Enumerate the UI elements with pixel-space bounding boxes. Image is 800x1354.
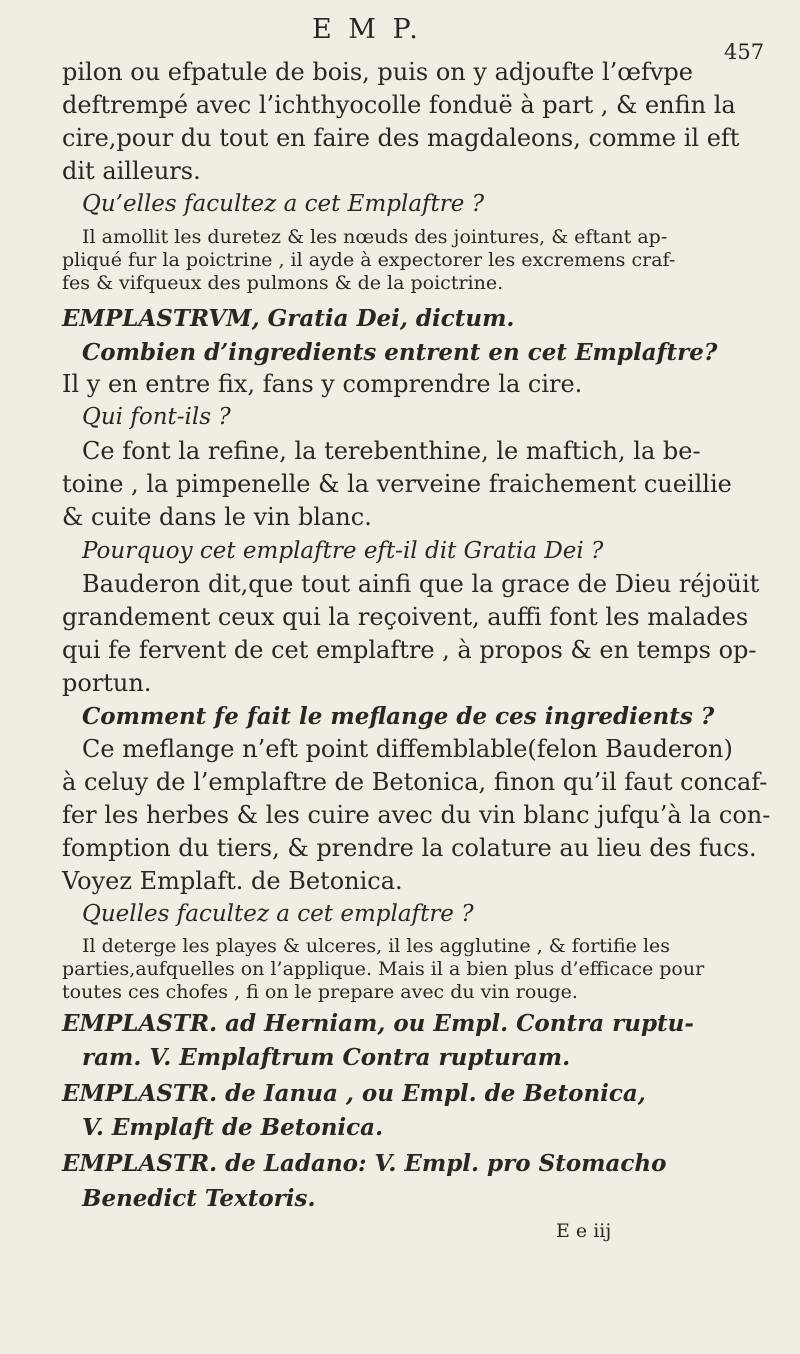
text-line: Bauderon dit,que tout ainfi que la grace de Dieu réjoüit <box>82 570 760 598</box>
entry-heading: EMPLASTR. ad Herniam, ou Empl. Contra ruptu- <box>62 1010 694 1037</box>
text-line: portun. <box>62 669 152 697</box>
page-number: 457 <box>724 40 765 64</box>
question-heading: Qu’elles facultez a cet Emplaftre ? <box>82 191 485 217</box>
entry-heading: EMPLASTR. de Ianua , ou Empl. de Betonica, <box>62 1080 646 1107</box>
text-line: cire,pour du tout en faire des magdaleons, comme il eft <box>62 124 740 152</box>
answer-small-text: fes & vifqueux des pulmons & de la poictrine. <box>62 272 504 294</box>
text-line: pilon ou efpatule de bois, puis on y adjoufte l’œfvpe <box>62 58 693 86</box>
answer-small-text: pliqué fur la poictrine , il ayde à expectorer les excremens craf- <box>62 249 676 271</box>
signature-mark: E e iij <box>556 1220 612 1242</box>
text-line: grandement ceux qui la reçoivent, auffi font les malades <box>62 603 749 631</box>
question-heading: Quelles facultez a cet emplaftre ? <box>82 901 474 927</box>
text-line: fomption du tiers, & prendre la colature au lieu des fucs. <box>62 834 757 862</box>
entry-heading: EMPLASTR. de Ladano: V. Empl. pro Stomacho <box>62 1150 667 1177</box>
text-line: Voyez Emplaft. de Betonica. <box>62 867 403 895</box>
text-line: deftrempé avec l’ichthyocolle fonduë à part , & enfin la <box>62 91 736 119</box>
text-line: Il y en entre fix, fans y comprendre la cire. <box>62 370 583 398</box>
answer-small-text: parties,aufquelles on l’applique. Mais il a bien plus d’efficace pour <box>62 958 705 980</box>
answer-small-text: Il deterge les playes & ulceres, il les agglutine , & fortifie les <box>82 935 671 957</box>
text-line: toine , la pimpenelle & la verveine fraichement cueillie <box>62 470 732 498</box>
running-head: E M P. <box>312 14 422 45</box>
question-heading: Combien d’ingredients entrent en cet Emplaftre? <box>82 339 718 366</box>
answer-small-text: toutes ces chofes , fi on le prepare avec du vin rouge. <box>62 981 578 1003</box>
text-line: qui fe fervent de cet emplaftre , à propos & en temps op- <box>62 636 757 664</box>
entry-heading: Benedict Textoris. <box>82 1185 316 1212</box>
answer-small-text: Il amollit les duretez & les nœuds des jointures, & eftant ap- <box>82 226 668 248</box>
question-heading: Comment fe fait le meflange de ces ingredients ? <box>82 703 715 730</box>
text-line: fer les herbes & les cuire avec du vin blanc jufqu’à la con- <box>62 801 771 829</box>
question-heading: Pourquoy cet emplaftre eft-il dit Gratia Dei ? <box>82 538 604 564</box>
text-line: & cuite dans le vin blanc. <box>62 503 372 531</box>
text-line: Ce meflange n’eft point diffemblable(felon Bauderon) <box>82 735 733 763</box>
text-line: dit ailleurs. <box>62 157 201 185</box>
entry-heading: ram. V. Emplaftrum Contra rupturam. <box>82 1044 571 1071</box>
text-line: Ce font la refine, la terebenthine, le maftich, la be- <box>82 437 701 465</box>
entry-heading: EMPLASTRVM, Gratia Dei, dictum. <box>62 305 515 332</box>
question-heading: Qui font-ils ? <box>82 404 231 430</box>
text-line: à celuy de l’emplaftre de Betonica, finon qu’il faut concaf- <box>62 768 768 796</box>
entry-heading: V. Emplaft de Betonica. <box>82 1114 384 1141</box>
